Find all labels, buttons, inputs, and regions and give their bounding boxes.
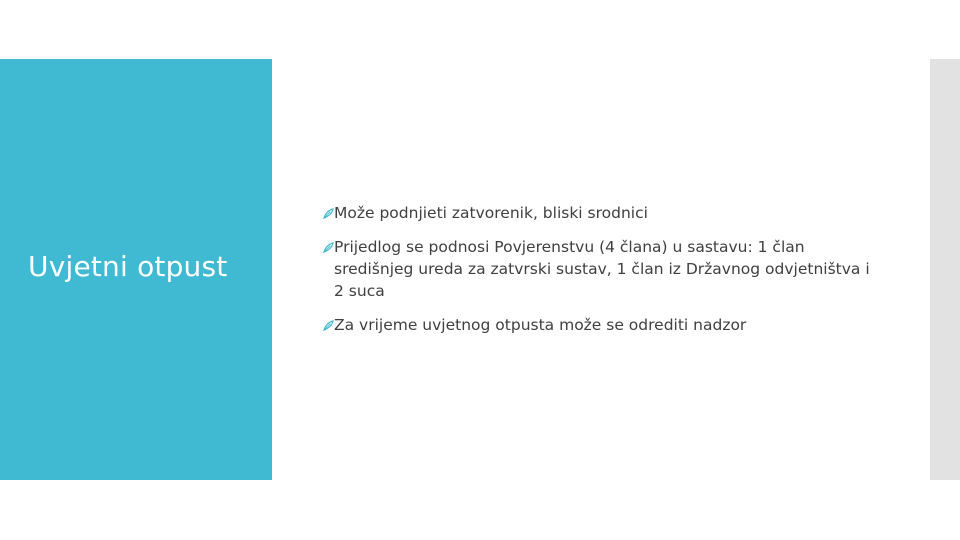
bullet-item <box>324 202 884 224</box>
right-accent-bar <box>930 59 960 480</box>
leaf-bullet-icon <box>323 242 334 253</box>
bullet-text: Za vrijeme uvjetnog otpusta može se odrediti nadzor <box>334 316 747 334</box>
bullet-text: Prijedlog se podnosi Povjerenstvu (4 člana) u sastavu: 1 član središnjeg ureda za zatvrski sustav, 1 član iz Državnog odvjetništva i 2 suca <box>334 238 870 300</box>
leaf-bullet-icon <box>323 320 334 331</box>
title-panel <box>0 59 272 480</box>
leaf-bullet-icon <box>323 208 334 219</box>
bullet-list <box>324 202 884 348</box>
slide-title: Uvjetni otpust <box>28 250 228 283</box>
bullet-item <box>324 314 884 336</box>
bullet-text: Može podnjieti zatvorenik, bliski srodnici <box>334 204 648 222</box>
bullet-item <box>324 236 884 302</box>
